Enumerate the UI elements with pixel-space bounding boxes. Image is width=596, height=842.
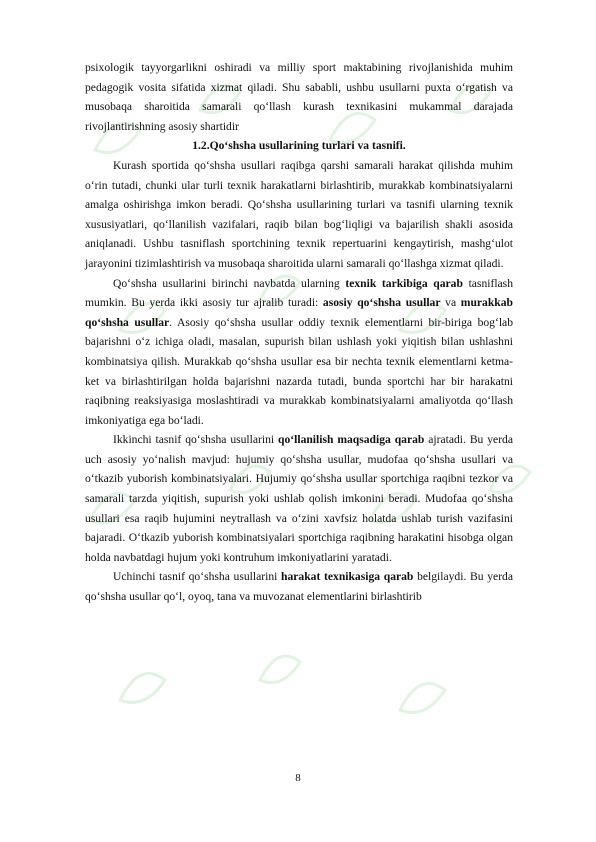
paragraph-intro-continued: psixologik tayyorgarlikni oshiradi va milliy sport maktabining rivojlanishida muhim pedagogik vosita sifatida xizmat qiladi. Shu sababli, ushbu usullarni puxta o‘rgatish va musobaqa sharoitida samarali qo‘llash kurash texnikasini mukammal darajada rivojlantirishning asosiy shartidir [85, 61, 513, 133]
text-run: tasniflash mumkin. Bu yerda ikki asosiy tur ajralib turadi: [85, 276, 513, 310]
watermark-mark [260, 656, 300, 683]
text-run: . Asosiy qo‘shsha usullar oddiy texnik elementlarni bir-biriga bog‘lab bajarishni o‘z ichiga oladi, masalan, supurish bilan ushlash yoki yiqitish bilan ushlashni kombinatsiya qilish. Murakkab qo‘shsha usullar esa bir nechta texnik elementlarni ketma-ket va birlashtirilgan holda bajarishni nazarda tutadi, bunda sportchi har bir harakatni raqibning reaksiyasiga moslashtiradi va murakkab kombinatsiyalarni amaliyotda qo‘llash imkoniyatiga ega bo‘ladi. [85, 315, 513, 427]
text-run: Uchinchi tasnif qo‘shsha usullarini [113, 570, 282, 584]
text-run: ajratadi. Bu yerda uch asosiy yo‘nalish mavjud: hujumiy qo‘shsha usullar, mudofaa qo‘shsha usullari va o‘tkazib yuborish kombinatsiyalari. Hujumiy qo‘shsha usullar sportchiga raqibni tezkor va samarali tarzda yiqitish, supurish yoki ushlab qolish imkonini beradi. Mudofaa qo‘shsha usullari esa raqib hujumini neytrallash va o‘zini xavfsiz holatda ushlab turish vazifasini bajaradi. O‘tkazib yuborish kombinatsiyalari sportchiga raqibning harakatini hisobga olgan holda navbatdagi hujum yoki kontruhum imkoniyatlarini yaratadi. [85, 433, 513, 564]
text-run: Qo‘shsha usullarini birinchi navbatda ularning [113, 276, 346, 290]
bold-term: qo‘llanilish maqsadiga qarab [278, 433, 425, 447]
bold-term: asosiy qo‘shsha usullar [322, 296, 441, 310]
paragraph-purpose-classification [85, 430, 513, 567]
bold-term: texnik tarkibiga qarab [345, 276, 463, 290]
text-run: va [440, 296, 461, 310]
page-number: 8 [295, 772, 301, 784]
text-run: Ikkinchi tasnif qo‘shsha usullarini [113, 433, 279, 447]
paragraph-overview: Kurash sportida qo‘shsha usullari raqibga qarshi samarali harakat qilishda muhim o‘rin tutadi, chunki ular turli texnik harakatlarni birlashtirib, murakkab kombinatsiyalarni amalga oshirishga imkon beradi. Qo‘shsha usullarining turlari va tasnifi ularning texnik xususiyatlari, qo‘llanilish vazifalari, raqib bilan bog‘liqligi va bajarilish shakli asosida aniqlanadi. Ushbu tasniflash sportchining texnik repertuarini kengaytirish, mashg‘ulot jarayonini tizimlashtirish va musobaqa sharoitida ularni samarali qo‘llashga xizmat qiladi. [85, 158, 513, 270]
paragraph-technical-classification [85, 274, 513, 431]
watermark-mark [400, 683, 445, 712]
text-run: belgilaydi. Bu yerda qo‘shsha usullar qo‘l, oyoq, tana va muvozanat elementlarini birlashtirib [85, 570, 513, 604]
watermark-mark [120, 673, 165, 702]
bold-term: harakat texnikasiga qarab [281, 570, 414, 584]
paragraph-movement-classification [85, 567, 513, 606]
bold-term: murakkab qo‘shsha usullar [85, 296, 513, 329]
section-heading: 1.2.Qo‘shsha usullarining turlari va tasnifi. [192, 139, 406, 153]
document-page [85, 58, 513, 607]
